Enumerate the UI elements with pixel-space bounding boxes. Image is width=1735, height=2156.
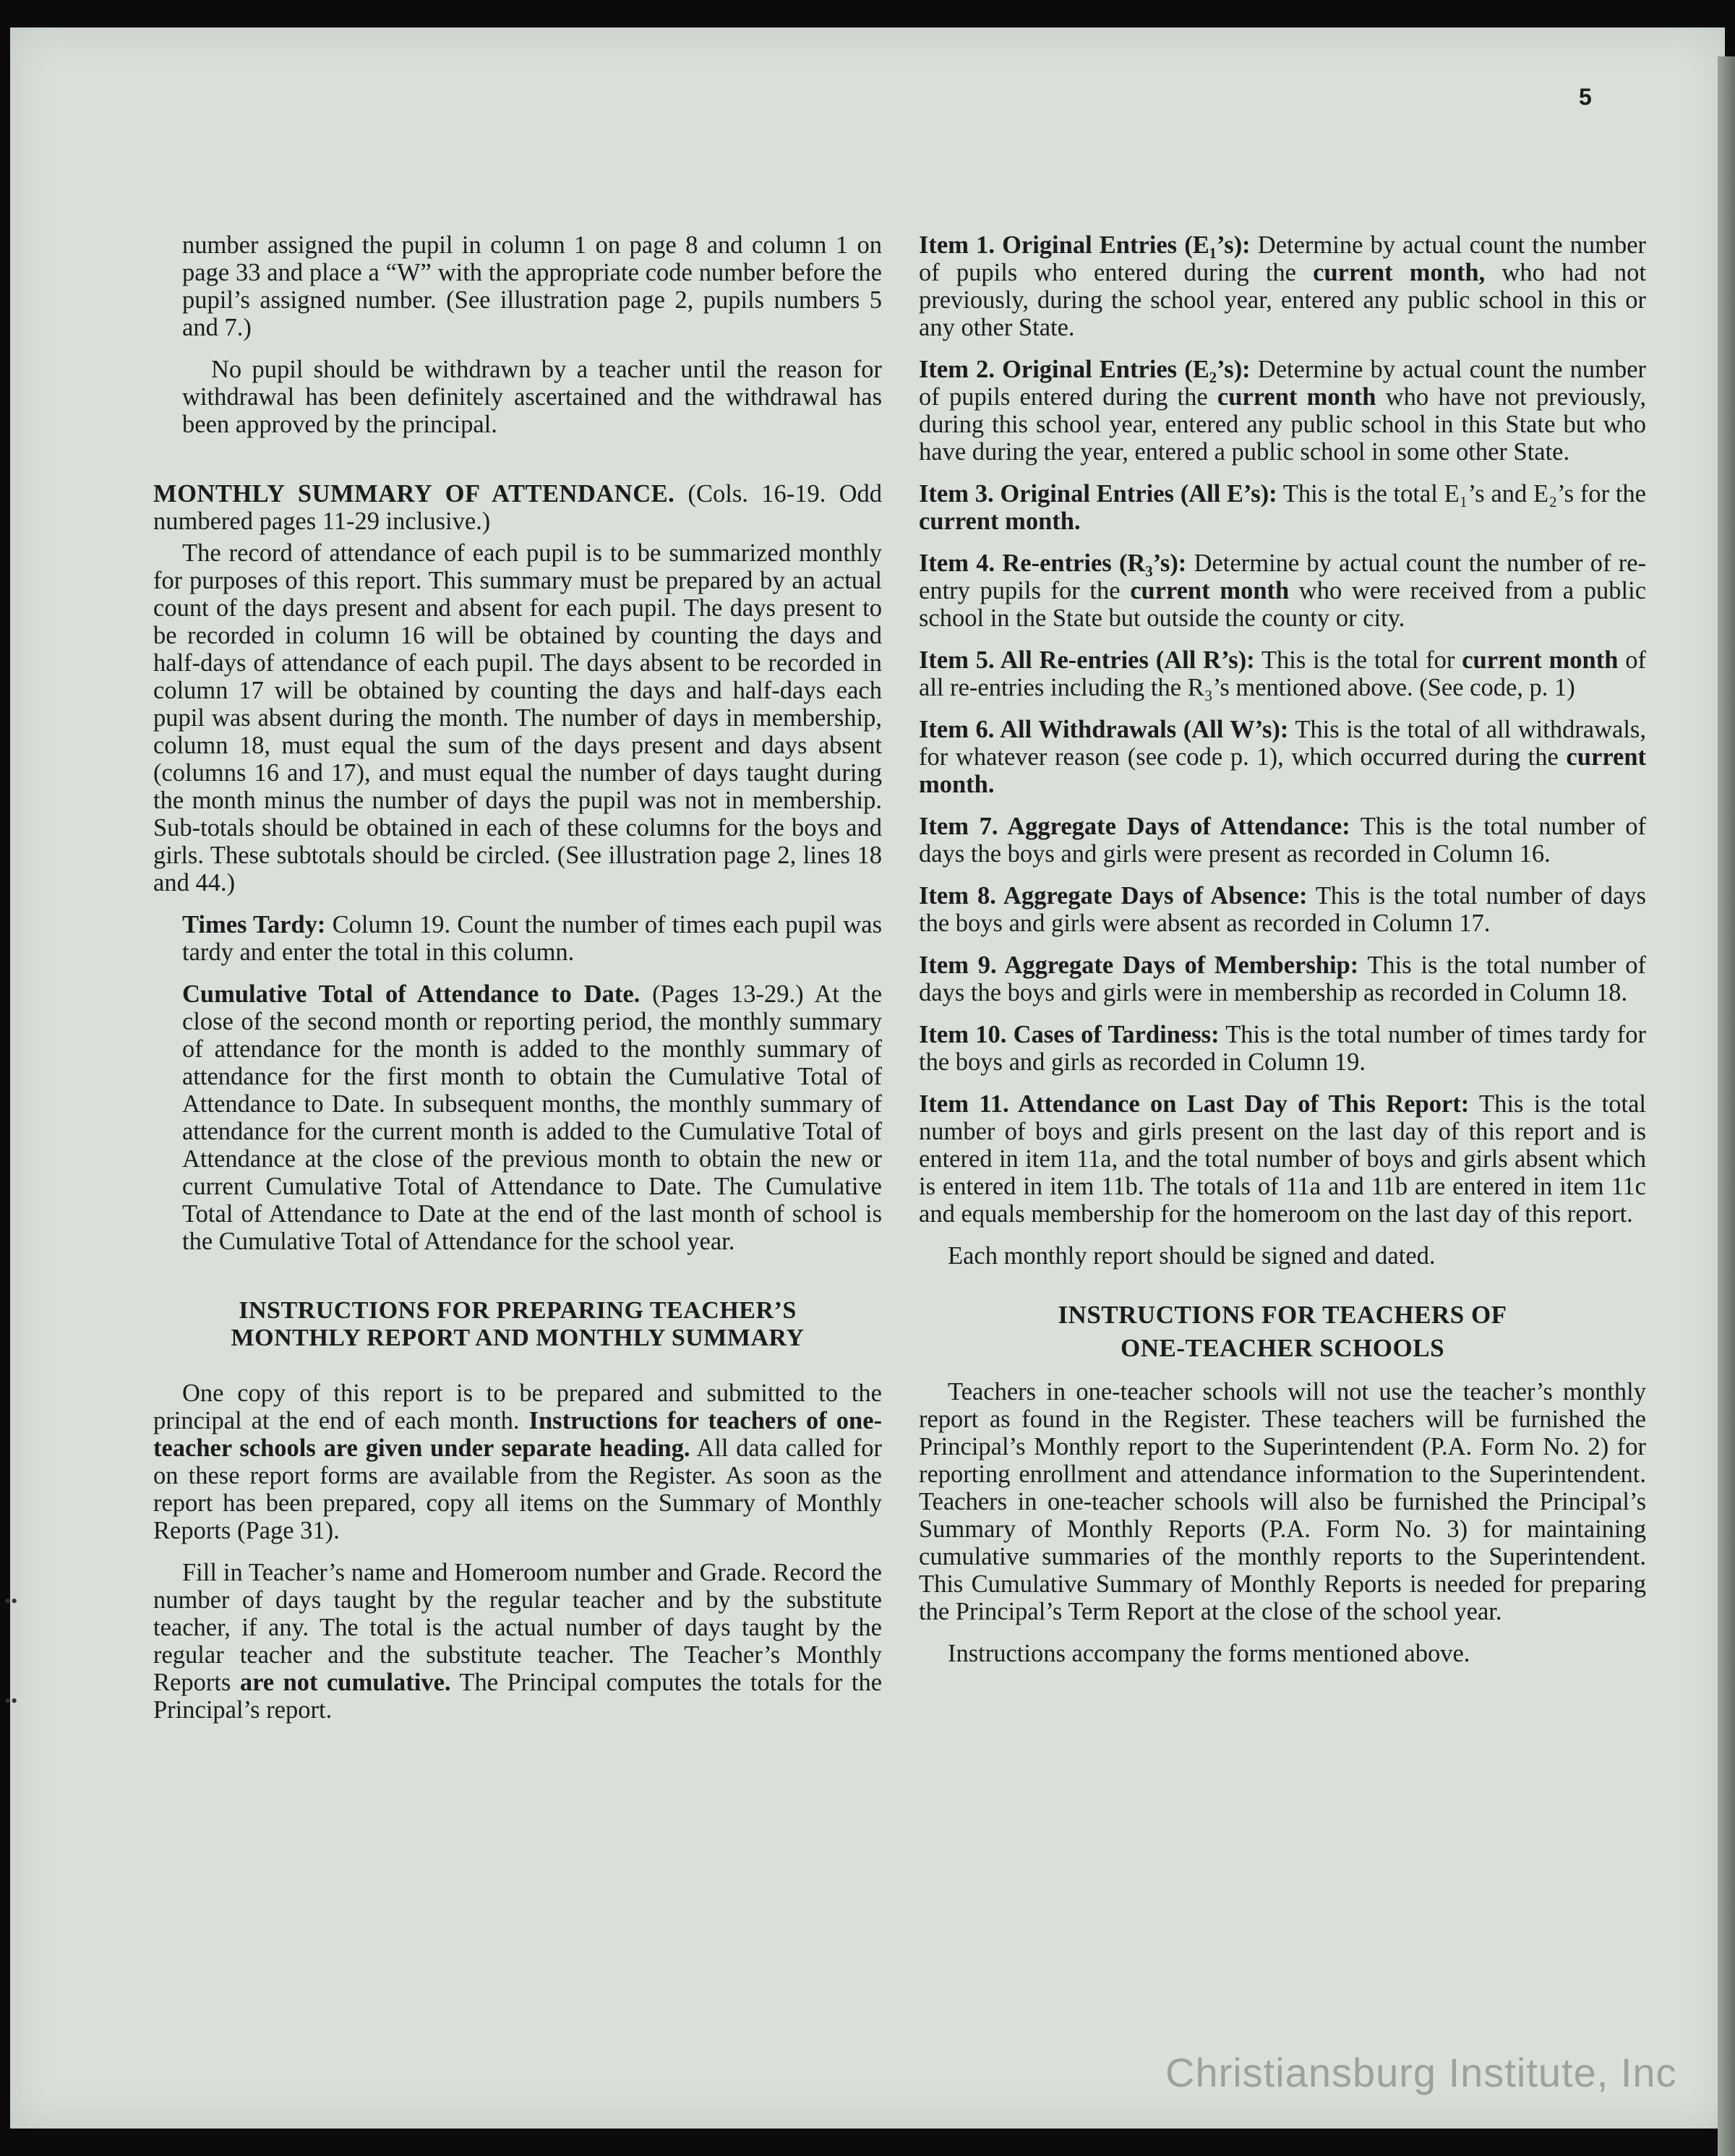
run-in-label: Times Tardy:	[182, 911, 326, 938]
paragraph-text: The Principal computes the totals for the Principal’s report.	[153, 1669, 883, 1724]
item-label: Item 6. All Withdrawals (All W’s):	[919, 716, 1289, 743]
item-bold-text: current month.	[919, 743, 1646, 798]
cumulative-paragraph	[153, 980, 882, 1255]
paragraph: Teachers in one-teacher schools will not use the teacher’s monthly report as found in the Register. These teachers will be furnished the Principal’s Monthly report to the Superintendent (P.A. Form No. 2) for reporting enrollment and attendance information to the Superintendent. Teachers in one-teacher schools will also be furnished the Principal’s Summary of Monthly Reports (P.A. Form No. 3) for maintaining cumulative summaries of the monthly reports to the Superintendent. This Cumulative Summary of Monthly Reports is needed for preparing the Principal’s Term Report at the close of the school year.	[919, 1378, 1646, 1625]
item-text: Determine by actual count the number of pupils entered during the	[919, 356, 1647, 411]
one-teacher-heading	[919, 1299, 1646, 1365]
paragraph-text: Column 19. Count the number of times each pupil was tardy and enter the total in this column.	[182, 911, 882, 966]
paragraph-bold-text: are not cumulative.	[239, 1669, 451, 1696]
watermark: Christiansburg Institute, Inc	[1165, 2050, 1677, 2095]
binding-mark: ••	[4, 1690, 18, 1711]
page-edge	[1718, 56, 1735, 2156]
paragraph-text: (Pages 13-29.) At the close of the second month or reporting period, the monthly summary of attendance for the month is added to the monthly summary of attendance for the first month to obtain the Cumulative Total of Attendance to Date. In subsequent months, the monthly summary of attendance for the current month is added to the Cumulative Total of Attendance at the close of the previous month to obtain the new or current Cumulative Total of Attendance to Date. The Cumulative Total of Attendance to Date at the end of the last month of school is the Cumulative Total of Attendance for the school year.	[182, 980, 883, 1255]
item-label: Item 7. Aggregate Days of Attendance:	[919, 813, 1350, 840]
item-bold-text: current month	[1130, 577, 1290, 604]
item-text: of all re-entries including the R₃’s mentioned above. (See code, p. 1)	[919, 646, 1647, 701]
item-text: This is the total number of times tardy for the boys and girls as recorded in Column 19.	[919, 1021, 1646, 1076]
item-text: who have not previously, during this school year, entered any public school in this State but who have during the year, entered a public school in some other State.	[919, 383, 1646, 466]
section-heading-note: (Cols. 16-19. Odd numbered pages 11-29 inclusive.)	[153, 480, 883, 535]
times-tardy-paragraph	[153, 911, 882, 966]
item-paragraph	[919, 646, 1646, 701]
item-paragraph	[919, 231, 1646, 341]
item-label: Item 1. Original Entries (E₁’s):	[919, 231, 1251, 259]
page-number: 5	[1579, 84, 1592, 110]
item-text: Determine by actual count the number of pupils who entered during the	[919, 231, 1647, 286]
item-text: This is the total E₁’s and E₂’s for the	[1282, 480, 1646, 508]
item-list	[919, 231, 1646, 1228]
item-text: This is the total number of boys and girls present on the last day of this report and is entered in item 11a, and the total number of boys and girls absent which is entered in item 11b. The totals of 11a and 11b are entered in item 11c and equals membership for the homeroom on the last day of this report.	[919, 1090, 1646, 1228]
item-text: This is the total of all withdrawals, for whatever reason (see code p. 1), which occurred during the	[919, 716, 1646, 771]
heading-line: INSTRUCTIONS FOR TEACHERS OF	[1058, 1301, 1507, 1329]
item-paragraph	[919, 951, 1646, 1006]
item-paragraph	[919, 1090, 1646, 1228]
item-paragraph	[919, 813, 1646, 868]
item-text: This is the total number of days the boys and girls were absent as recorded in Column 17.	[919, 882, 1646, 937]
item-text: This is the total for	[1261, 646, 1455, 674]
item-paragraph	[919, 480, 1646, 535]
item-paragraph	[919, 882, 1646, 937]
instructions-report-heading	[153, 1297, 882, 1352]
paragraph-bold-text: Instructions for teachers of one-teacher schools are given under separate heading.	[153, 1407, 883, 1462]
item-label: Item 4. Re-entries (R₃’s):	[919, 549, 1187, 577]
paragraph-text: One copy of this report is to be prepared and submitted to the principal at the end of each month.	[153, 1379, 882, 1434]
binding-mark: ••	[4, 1591, 18, 1612]
closing-paragraph: Instructions accompany the forms mentioned above.	[948, 1640, 1470, 1667]
document-page	[10, 27, 1725, 2129]
item-bold-text: current month.	[919, 508, 1081, 535]
paragraph	[153, 1559, 882, 1724]
run-in-label: Cumulative Total of Attendance to Date.	[182, 980, 641, 1008]
left-column	[153, 231, 882, 1738]
paragraph: No pupil should be withdrawn by a teacher until the reason for withdrawal has been definitely ascertained and the withdrawal has been approved by the principal.	[182, 356, 882, 438]
item-bold-text: current month	[1217, 383, 1376, 411]
item-text: who had not previously, during the school year, entered any public school in this or any other State.	[919, 259, 1647, 341]
item-text: This is the total number of days the boys and girls were in membership as recorded in Column 18.	[919, 951, 1646, 1006]
item-paragraph	[919, 716, 1646, 798]
section-heading: MONTHLY SUMMARY OF ATTENDANCE.	[153, 480, 675, 508]
item-text: Determine by actual count the number of re-entry pupils for the	[919, 549, 1647, 604]
monthly-summary-heading	[153, 480, 882, 535]
paragraph-text: All data called for on these report forms are available from the Register. As soon as the report has been prepared, copy all items on the Summary of Monthly Reports (Page 31).	[153, 1434, 882, 1544]
item-label: Item 9. Aggregate Days of Membership:	[919, 951, 1359, 979]
heading-line: ONE-TEACHER SCHOOLS	[1120, 1334, 1445, 1362]
item-label: Item 11. Attendance on Last Day of This Report:	[919, 1090, 1470, 1118]
item-paragraph	[919, 1021, 1646, 1076]
item-label: Item 2. Original Entries (E₂’s):	[919, 356, 1251, 383]
paragraph	[153, 1379, 882, 1544]
item-text: This is the total number of days the boys and girls were present as recorded in Column 16.	[919, 813, 1646, 868]
paragraph: The record of attendance of each pupil is to be summarized monthly for purposes of this report. This summary must be prepared by an actual count of the days present and absent for each pupil. The days present to be recorded in column 16 will be obtained by counting the days and half-days of attendance of each pupil. The days absent to be recorded in column 17 will be obtained by counting the days and half-days each pupil was absent during the month. The number of days in membership, column 18, must equal the sum of the days present and days absent (columns 16 and 17), and must equal the number of days taught during the month minus the number of days the pupil was not in membership. Sub-totals should be obtained in each of these columns for the boys and girls. These subtotals should be circled. (See illustration page 2, lines 18 and 44.)	[153, 539, 882, 897]
item-label: Item 10. Cases of Tardiness:	[919, 1021, 1220, 1048]
item-label: Item 8. Aggregate Days of Absence:	[919, 882, 1308, 910]
right-column	[919, 231, 1646, 1682]
item-label: Item 3. Original Entries (All E’s):	[919, 480, 1277, 508]
heading-line: INSTRUCTIONS FOR PREPARING TEACHER’S	[239, 1297, 797, 1324]
item-paragraph	[919, 549, 1646, 632]
item-bold-text: current month	[1462, 646, 1619, 674]
heading-line: MONTHLY REPORT AND MONTHLY SUMMARY	[231, 1325, 805, 1351]
item-paragraph	[919, 356, 1646, 466]
signed-note: Each monthly report should be signed and dated.	[948, 1242, 1436, 1270]
paragraph-text: Fill in Teacher’s name and Homeroom number and Grade. Record the number of days taught by the regular teacher and by the substitute teacher, if any. The total is the actual number of days taught by the regular teacher and the substitute teacher. The Teacher’s Monthly Reports	[153, 1559, 882, 1696]
item-text: who were received from a public school in the State but outside the county or city.	[919, 577, 1647, 632]
paragraph: number assigned the pupil in column 1 on page 8 and column 1 on page 33 and place a “W” with the appropriate code number before the pupil’s assigned number. (See illustration page 2, pupils numbers 5 and 7.)	[182, 231, 882, 341]
item-label: Item 5. All Re-entries (All R’s):	[919, 646, 1255, 674]
item-bold-text: current month,	[1313, 259, 1486, 286]
